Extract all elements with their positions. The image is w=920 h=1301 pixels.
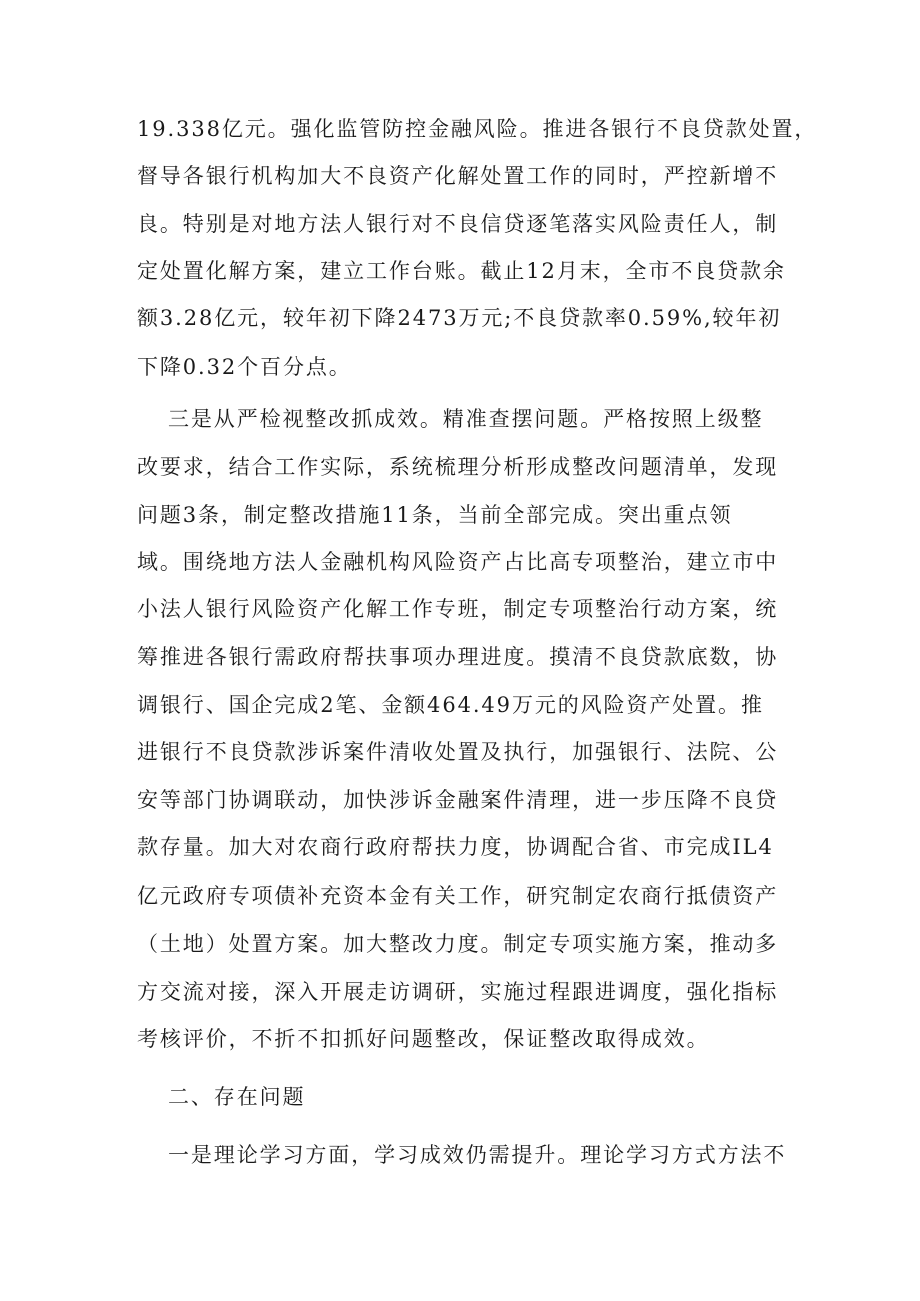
text-line: 问题3条，制定整改措施11条，当前全部完成。突出重点领: [137, 503, 733, 527]
text-line: 亿元政府专项债补充资本金有关工作，研究制定农商行抵债资产: [137, 884, 779, 908]
paragraph-first-line: 三是从严检视整改抓成效。精准查摆问题。严格按照上级整: [168, 407, 764, 431]
text-line: 域。围绕地方法人金融机构风险资产占比高专项整治，建立市中: [137, 550, 779, 574]
text-line: 督导各银行机构加大不良资产化解处置工作的同时，严控新增不: [137, 164, 779, 188]
text-line: 方交流对接，深入开展走访调研，实施过程跟进调度，强化指标: [137, 980, 779, 1004]
text-line: 考核评价，不折不扣抓好问题整改，保证整改取得成效。: [137, 1027, 710, 1051]
text-line: 19.338亿元。强化监管防控金融风险。推进各银行不良贷款处置，: [137, 117, 818, 141]
section-heading: 二、存在问题: [168, 1085, 306, 1109]
text-line: 安等部门协调联动，加快涉诉金融案件清理，进一步压降不良贷: [137, 788, 779, 812]
text-line: 定处置化解方案，建立工作台账。截止12月末，全市不良贷款余: [137, 259, 786, 283]
paragraph-first-line: 一是理论学习方面，学习成效仍需提升。理论学习方式方法不: [168, 1143, 787, 1167]
text-line: 良。特别是对地方法人银行对不良信贷逐笔落实风险责任人，制: [137, 212, 779, 236]
text-line: 下降0.32个百分点。: [137, 355, 352, 379]
text-line: （土地）处置方案。加大整改力度。制定专项实施方案，推动多: [137, 932, 779, 956]
text-line: 款存量。加大对农商行政府帮扶力度，协调配合省、市完成IL4: [137, 835, 774, 859]
text-line: 调银行、国企完成2笔、金额464.49万元的风险资产处置。推: [137, 693, 764, 717]
text-line: 进银行不良贷款涉诉案件清收处置及执行，加强银行、法院、公: [137, 740, 779, 764]
text-line: 筹推进各银行需政府帮扶事项办理进度。摸清不良贷款底数，协: [137, 645, 779, 669]
text-line: 改要求，结合工作实际，系统梳理分析形成整改问题清单，发现: [137, 455, 779, 479]
text-line: 小法人银行风险资产化解工作专班，制定专项整治行动方案，统: [137, 597, 779, 621]
text-line: 额3.28亿元，较年初下降2473万元;不良贷款率0.59%,较年初: [137, 306, 782, 330]
